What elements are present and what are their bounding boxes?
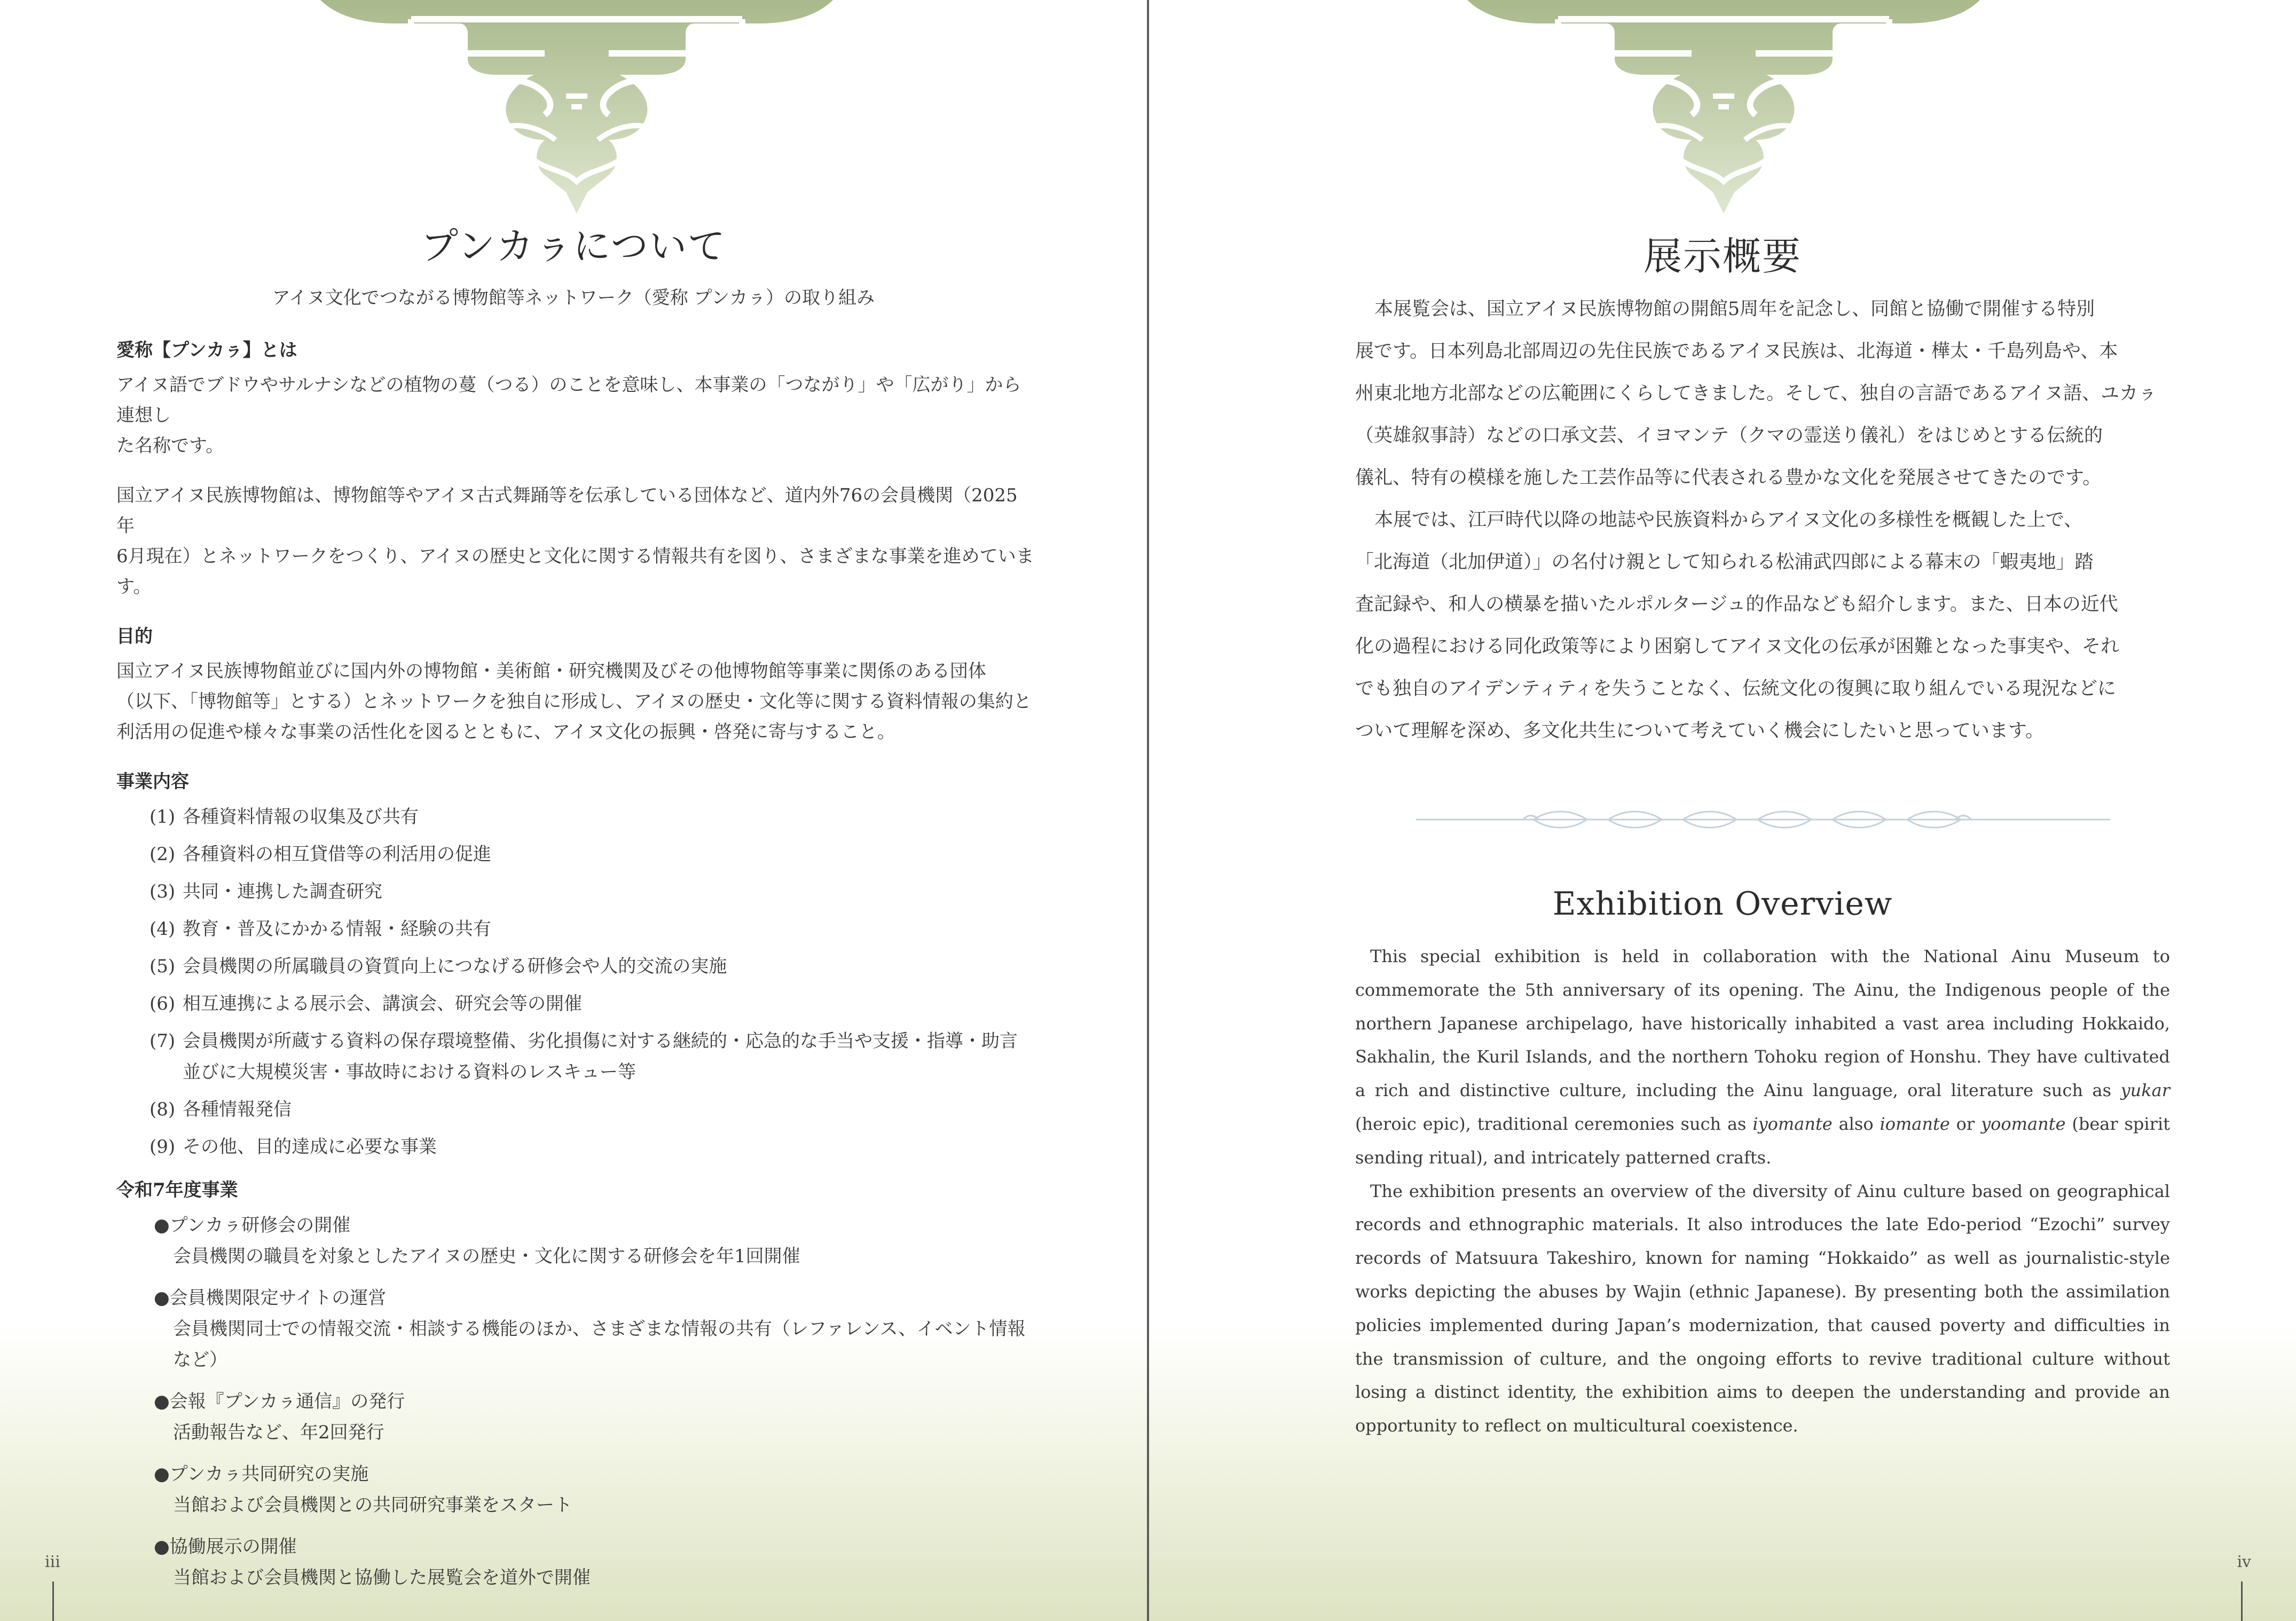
text-line: でも独自のアイデンティティを失うことなく、伝統文化の復興に取り組んでいる現況などに: [1355, 678, 2116, 699]
section-heading-fy2025: 令和7年度事業: [116, 1179, 238, 1201]
overview-en-body: [1355, 940, 2170, 1443]
text-line: 査記録や、和人の横暴を描いたルポルタージュ的作品なども紹介します。また、日本の近代: [1355, 594, 2118, 615]
left-page: [0, 0, 1147, 1621]
overview-ja-body: [1355, 288, 2170, 752]
text-line: アイヌ語でブドウやサルナシなどの植物の蔓（つる）のことを意味し、本事業の「つながり」や「広がり」から連想し: [116, 374, 1021, 426]
section-heading-purpose: 目的: [116, 626, 153, 647]
text-line: 化の過程における同化政策等により困窮してアイヌ文化の伝承が困難となった事実や、それ: [1355, 636, 2120, 657]
list-item: ●会報『プンカㇻ通信』の発行 活動報告など、年2回発行: [154, 1391, 405, 1443]
section-heading-nickname: 愛称【プンカㇻ】とは: [116, 340, 297, 361]
list-item: (4) 教育・普及にかかる情報・経験の共有: [150, 918, 491, 940]
decorative-divider: [1416, 801, 2110, 838]
list-item: (5) 会員機関の所属職員の資質向上につなげる研修会や人的交流の実施: [150, 956, 727, 977]
en-paragraph-1: This special exhibition is held in collaboration with the National Ainu Museum to commemorate the 5th anniversary of its opening. The Ainu, the Indigenous people of the northern Japanese archipelago, have historically inhabited a vast area including Hokkaido, Sakhalin, the Kuril Islands, and the northern Tohoku region of Honshu. They have cultivated a rich and distinctive culture, including the Ainu language, oral literature such as yukar (heroic epic), traditional ceremonies such as iyomante also iomante or yoomante (bear spirit sending ritual), and intricately patterned crafts.: [1355, 946, 2171, 1168]
page-number: iii: [45, 1553, 60, 1571]
text-line: 本展覧会は、国立アイヌ民族博物館の開館5周年を記念し、同館と協働で開催する特別: [1374, 298, 2095, 320]
page-tick-mark: [2241, 1581, 2243, 1621]
text-line: 本展では、江戸時代以降の地誌や民族資料からアイヌ文化の多様性を概観した上で、: [1374, 509, 2083, 531]
exhibition-title-en: Exhibition Overview: [1552, 885, 1893, 923]
left-body: [116, 335, 1035, 1604]
text-line: ついて理解を深め、多文化共生について考えていく機会にしたいと思っています。: [1355, 720, 2045, 742]
text-line: （英雄叙事詩）などの口承文芸、イヨマンテ（クマの霊送り儀礼）をはじめとする伝統的: [1355, 425, 2103, 446]
list-item: (8) 各種情報発信: [150, 1099, 292, 1120]
text-line: 州東北地方北部などの広範囲にくらしてきました。そして、独自の言語であるアイヌ語、ユカㇻ: [1355, 383, 2157, 404]
text-line: 利活用の促進や様々な事業の活性化を図るとともに、アイヌ文化の振興・啓発に寄与すること。: [116, 721, 895, 743]
ainu-pattern-ornament: [320, 0, 833, 224]
ainu-pattern-ornament: [1467, 0, 1980, 224]
activities-list: [150, 801, 1035, 1162]
page-title: プンカㇻについて: [421, 224, 726, 268]
text-line: 儀礼、特有の模様を施した工芸作品等に代表される豊かな文化を発展させてきたのです。: [1355, 467, 2102, 489]
nickname-paragraph: [116, 370, 1035, 461]
page-subtitle: アイヌ文化でつながる博物館等ネットワーク（愛称 プンカㇻ）の取り組み: [272, 287, 875, 309]
list-item: (7) 会員機関が所蔵する資料の保存環境整備、劣化損傷に対する継続的・応急的な手当や支援・指導・助言 並びに大規模災害・事故時における資料のレスキュー等: [150, 1030, 1018, 1083]
text-line: 国立アイヌ民族博物館は、博物館等やアイヌ古式舞踊等を伝承している団体など、道内外76の会員機関（2025年: [116, 485, 1018, 537]
text-line: 6月現在）とネットワークをつくり、アイヌの歴史と文化に関する情報共有を図り、さまざまな事業を進めています。: [116, 546, 1034, 597]
page-tick-mark: [52, 1581, 54, 1621]
list-item: ●プンカㇻ共同研究の実施 当館および会員機関との共同研究事業をスタート: [154, 1463, 572, 1516]
text-line: 国立アイヌ民族博物館並びに国内外の博物館・美術館・研究機関及びその他博物館等事業に関係のある団体: [116, 660, 986, 682]
purpose-paragraph: [116, 656, 1035, 747]
list-item: ●会員機関限定サイトの運営 会員機関同士での情報交流・相談する機能のほか、さまざまな情報の共有（レファレンス、イベント情報など）: [154, 1287, 1026, 1371]
list-item: (2) 各種資料の相互貸借等の利活用の促進: [150, 844, 491, 865]
fy2025-list: [154, 1210, 1035, 1593]
list-item: (3) 共同・連携した調査研究: [150, 881, 382, 902]
list-item: (6) 相互連携による展示会、講演会、研究会等の開催: [150, 993, 582, 1014]
text-line: 「北海道（北加伊道）」の名付け親として知られる松浦武四郎による幕末の「蝦夷地」踏: [1355, 552, 2094, 573]
text-line: （以下、「博物館等」とする）とネットワークを独自に形成し、アイヌの歴史・文化等に関する資料情報の集約と: [116, 691, 1032, 712]
exhibition-title-ja: 展示概要: [1643, 234, 1802, 279]
list-item: (9) その他、目的達成に必要な事業: [150, 1136, 437, 1158]
text-line: 展です。日本列島北部周辺の先住民族であるアイヌ民族は、北海道・樺太・千島列島や、本: [1355, 341, 2118, 362]
list-item: (1) 各種資料情報の収集及び共有: [150, 806, 419, 828]
network-paragraph: [116, 481, 1035, 602]
page-number: iv: [2237, 1553, 2251, 1571]
list-item: ●協働展示の開催 当館および会員機関と協働した展覧会を道外で開催: [154, 1536, 591, 1588]
en-paragraph-2: The exhibition presents an overview of the diversity of Ainu culture based on geographical records and ethnographic materials. It also introduces the late Edo-period “Ezochi” survey records of Matsuura Takeshiro, known for naming “Hokkaido” as well as journalistic-style works depicting the abuses by Wajin (ethnic Japanese). By presenting both the assimilation policies implemented during Japan’s modernization, that caused poverty and difficulties in the transmission of culture, and the ongoing efforts to revive traditional culture without losing a distinct identity, the exhibition aims to deepen the understanding and provide an opportunity to reflect on multicultural coexistence.: [1355, 1181, 2170, 1436]
list-item: ●プンカㇻ研修会の開催 会員機関の職員を対象としたアイヌの歴史・文化に関する研修会を年1回開催: [154, 1215, 800, 1267]
right-page: [1149, 0, 2296, 1621]
section-heading-activities: 事業内容: [116, 771, 189, 792]
text-line: た名称です。: [116, 435, 224, 457]
